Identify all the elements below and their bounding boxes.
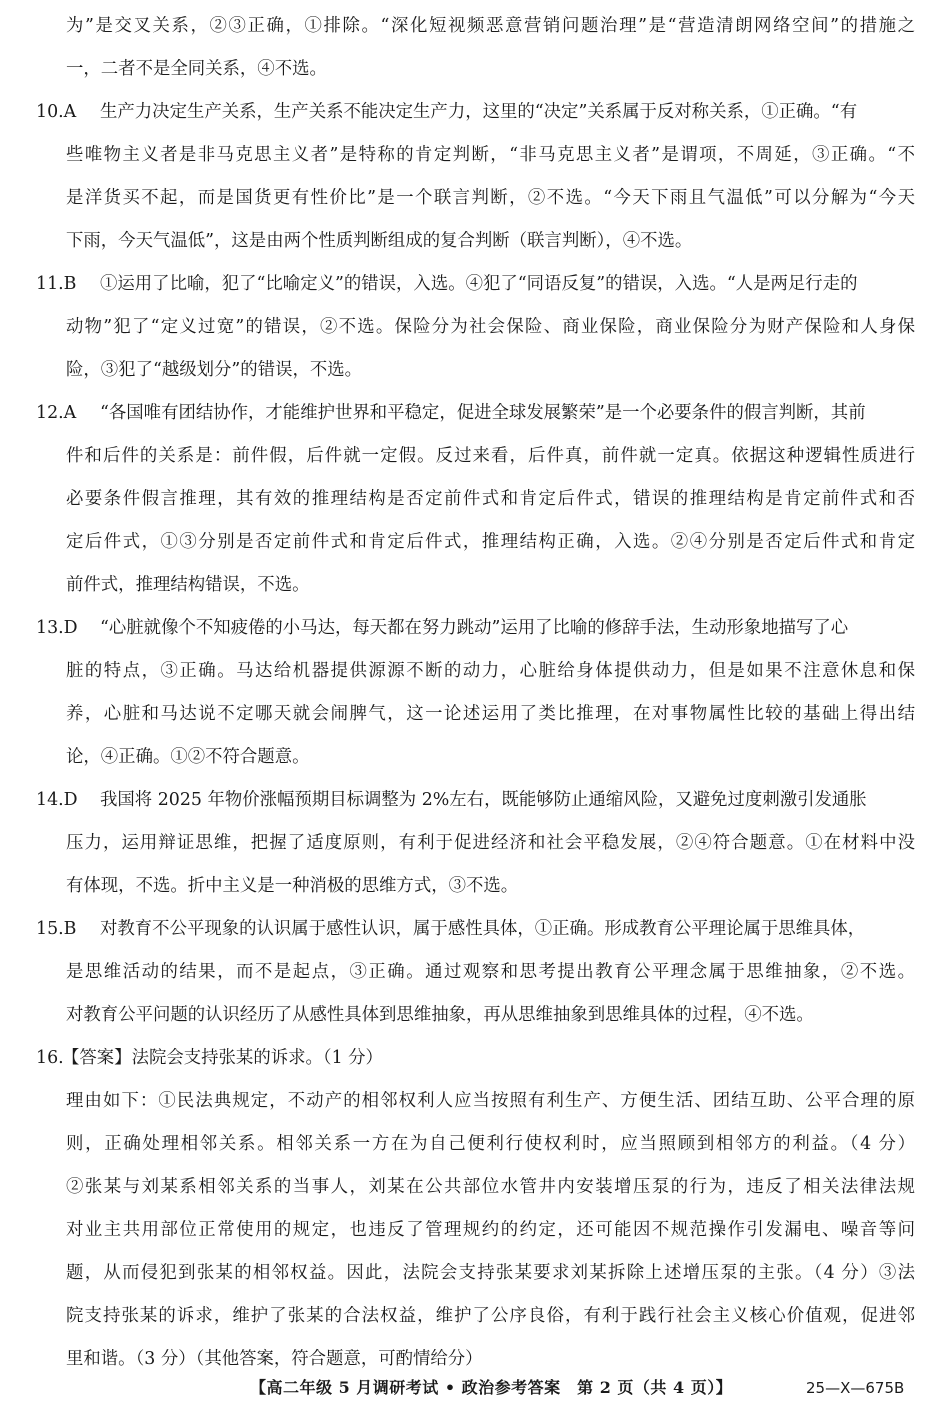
- question-number: 14.D: [36, 790, 78, 810]
- answer-line: 必要条件假言推理，其有效的推理结构是否定前件式和肯定后件式，错误的推理结构是肯定前件式和否: [66, 489, 915, 509]
- answer-line: 下雨，今天气温低”，这是由两个性质判断组成的复合判断（联言判断），④不选。: [66, 231, 693, 251]
- question-number: 11.B: [36, 274, 77, 294]
- answer-line: 压力，运用辩证思维，把握了适度原则，有利于促进经济和社会平稳发展，②④符合题意。①在材料中没: [66, 833, 915, 853]
- footer-title: 【高二年级 5 月调研考试 • 政治参考答案 第 2 页（共 4 页）】: [250, 1378, 733, 1397]
- answer-line: 理由如下：①民法典规定，不动产的相邻权利人应当按照有利生产、方便生活、团结互助、公平合理的原: [66, 1091, 915, 1111]
- answer-line: “各国唯有团结协作，才能维护世界和平稳定，促进全球发展繁荣”是一个必要条件的假言判断，其前: [100, 403, 866, 423]
- question-number: 12.A: [36, 403, 77, 423]
- answer-line: “心脏就像个不知疲倦的小马达，每天都在努力跳动”运用了比喻的修辞手法，生动形象地描写了心: [100, 618, 849, 638]
- answer-line: 养，心脏和马达说不定哪天就会闹脾气，这一论述运用了类比推理，在对事物属性比较的基础上得出结: [66, 704, 915, 724]
- answer-line: 则，正确处理相邻关系。相邻关系一方在为自己便利行使权利时，应当照顾到相邻方的利益。（4 分）: [66, 1134, 915, 1154]
- answer-line: 件和后件的关系是：前件假，后件就一定假。反过来看，后件真，前件就一定真。依据这种逻辑性质进行: [66, 446, 915, 466]
- answer-line: 是思维活动的结果，而不是起点，③正确。通过观察和思考提出教育公平理念属于思维抽象，②不选。: [66, 962, 915, 982]
- answer-label: 【答案】: [62, 1048, 132, 1068]
- question-number: 10.A: [36, 102, 77, 122]
- answer-line: 脏的特点，③正确。马达给机器提供源源不断的动力，心脏给身体提供动力，但是如果不注意休息和保: [66, 661, 915, 681]
- answer-text: 法院会支持张某的诉求。（1 分）: [131, 1048, 383, 1068]
- answer-line: 险，③犯了“越级划分”的错误，不选。: [66, 360, 363, 380]
- answer-line: ①运用了比喻，犯了“比喻定义”的错误，入选。④犯了“同语反复”的错误，入选。“人是两足行走的: [100, 274, 858, 294]
- carryover-line: 为”是交叉关系，②③正确，①排除。“深化短视频恶意营销问题治理”是“营造清朗网络空间”的措施之: [66, 16, 915, 36]
- answer-line: 对教育公平问题的认识经历了从感性具体到思维抽象，再从思维抽象到思维具体的过程，④不选。: [66, 1005, 814, 1025]
- answer-line: 些唯物主义者是非马克思主义者”是特称的肯定判断，“非马克思主义者”是谓项，不周延，③正确。“不: [66, 145, 915, 165]
- carryover-line: 一，二者不是全同关系，④不选。: [66, 59, 327, 79]
- answer-line: ②张某与刘某系相邻关系的当事人，刘某在公共部位水管井内安装增压泵的行为，违反了相关法律法规: [66, 1177, 915, 1197]
- footer-code: 25—X—675B: [806, 1379, 905, 1397]
- answer-line: 动物”犯了“定义过宽”的错误，②不选。保险分为社会保险、商业保险，商业保险分为财产保险和人身保: [66, 317, 915, 337]
- question-number: 13.D: [36, 618, 78, 638]
- answer-line: 对教育不公平现象的认识属于感性认识，属于感性具体，①正确。形成教育公平理论属于思维具体，: [100, 919, 866, 939]
- answer-line: 前件式，推理结构错误，不选。: [66, 575, 310, 595]
- answer-line: 题，从而侵犯到张某的相邻权益。因此，法院会支持张某要求刘某拆除上述增压泵的主张。（4 分）③法: [66, 1263, 915, 1283]
- question-number: 16.: [36, 1048, 64, 1068]
- answer-heading: [62, 1046, 383, 1070]
- answer-line: 定后件式，①③分别是否定前件式和肯定后件式，推理结构正确，入选。②④分别是否定后件式和肯定: [66, 532, 915, 552]
- answer-line: 对业主共用部位正常使用的规定，也违反了管理规约的约定，还可能因不规范操作引发漏电、噪音等问: [66, 1220, 915, 1240]
- answer-line: 有体现，不选。折中主义是一种消极的思维方式，③不选。: [66, 876, 519, 896]
- answer-line: 我国将 2025 年物价涨幅预期目标调整为 2%左右，既能够防止通缩风险，又避免过度刺激引发通胀: [100, 790, 867, 810]
- answer-line: 生产力决定生产关系，生产关系不能决定生产力，这里的“决定”关系属于反对称关系，①正确。“有: [100, 102, 858, 122]
- answer-line: 是洋货买不起，而是国货更有性价比”是一个联言判断，②不选。“今天下雨且气温低”可以分解为“今天: [66, 188, 915, 208]
- question-number: 15.B: [36, 919, 77, 939]
- answer-line: 里和谐。（3 分）（其他答案，符合题意，可酌情给分）: [66, 1349, 483, 1369]
- answer-line: 院支持张某的诉求，维护了张某的合法权益，维护了公序良俗，有利于践行社会主义核心价值观，促进邻: [66, 1306, 915, 1326]
- answer-line: 论，④正确。①②不符合题意。: [66, 747, 310, 767]
